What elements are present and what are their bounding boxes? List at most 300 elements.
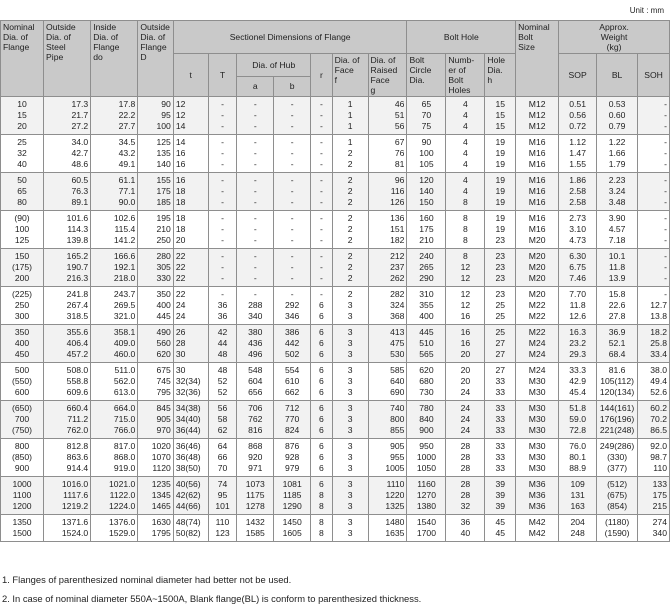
cell-value: 120	[419, 175, 434, 185]
cell-value: 330	[156, 273, 171, 283]
cell-value: 6	[318, 425, 324, 435]
header-soh: SOH	[638, 54, 670, 97]
cell-bolt-size	[516, 173, 559, 211]
cell-weight-sop	[559, 97, 597, 135]
header-r: r	[311, 54, 333, 97]
cell-value: 52	[217, 376, 228, 386]
header-nominal-bolt-size: Nominal Bolt Size	[516, 21, 559, 97]
cell-bolt-holes	[446, 401, 485, 439]
cell-weight-soh	[638, 211, 670, 249]
cell-value: 620	[419, 365, 434, 375]
cell-value: 950	[419, 441, 434, 451]
cell-weight-bl	[597, 287, 638, 325]
cell-value: 150	[14, 251, 30, 261]
cell-value: 33	[495, 387, 506, 397]
cell-outside-dia-flange	[138, 249, 173, 287]
cell-value: M22	[528, 300, 546, 310]
cell-value: 1081	[282, 479, 302, 489]
cell-value: 511.0	[114, 365, 136, 375]
cell-inside-dia	[91, 515, 138, 542]
table-row	[1, 135, 670, 173]
cell-value: 712	[285, 403, 300, 413]
cell-T	[208, 477, 237, 515]
cell-value: 800	[14, 441, 30, 451]
cell-value: 979	[285, 463, 300, 473]
cell-value: M30	[528, 452, 546, 462]
cell-value: 7.70	[569, 289, 586, 299]
cell-weight-bl	[597, 211, 638, 249]
cell-value: 24	[175, 300, 186, 310]
cell-bolt-holes	[446, 173, 485, 211]
cell-value: 2.23	[608, 175, 626, 185]
cell-value: 300	[14, 311, 30, 321]
cell-value: 1480	[385, 517, 405, 527]
cell-hub-b	[274, 477, 311, 515]
cell-value: 680	[419, 376, 434, 386]
cell-value: 609.6	[66, 387, 89, 397]
cell-value: 12	[460, 262, 471, 272]
cell-value: -	[664, 213, 667, 223]
cell-bolt-size	[516, 97, 559, 135]
cell-value: 140	[419, 186, 434, 196]
cell-value: 101.6	[66, 213, 89, 223]
cell-nominal-dia	[1, 135, 44, 173]
cell-value: 4	[463, 159, 468, 169]
cell-value: 510	[419, 338, 434, 348]
cell-value: 40	[460, 528, 471, 538]
cell-value: 400	[14, 338, 30, 348]
cell-value: 27	[495, 365, 506, 375]
cell-value: 22	[175, 273, 186, 283]
cell-T	[208, 97, 237, 135]
cell-weight-sop	[559, 477, 597, 515]
cell-value: M24	[528, 349, 546, 359]
cell-T	[208, 439, 237, 477]
cell-value: 6.75	[569, 262, 586, 272]
cell-hole-dia	[485, 325, 516, 363]
cell-value: 23	[495, 251, 506, 261]
cell-value: 150	[419, 197, 434, 207]
cell-value: 36(46)	[175, 441, 201, 451]
cell-raised-face-g	[368, 515, 407, 542]
cell-value: 8	[318, 490, 324, 500]
cell-value: 125	[156, 137, 171, 147]
cell-nominal-dia	[1, 173, 44, 211]
cell-inside-dia	[91, 401, 138, 439]
header-outside-dia-pipe: Outside Dia. of Steel Pipe	[44, 21, 91, 97]
header-approx-weight: Approx. Weight (kg)	[559, 21, 670, 54]
cell-value: M36	[528, 501, 546, 511]
cell-value: M12	[528, 99, 546, 109]
cell-value: 292	[285, 300, 300, 310]
cell-value: 12	[460, 273, 471, 283]
cell-value: 10	[17, 99, 27, 109]
cell-value: (1180)	[604, 517, 630, 527]
cell-bolt-size	[516, 211, 559, 249]
cell-value: 2	[347, 159, 353, 169]
cell-value: 6	[318, 387, 324, 397]
cell-value: 1220	[385, 490, 405, 500]
cell-value: 6	[318, 311, 324, 321]
cell-nominal-dia	[1, 515, 44, 542]
cell-value: 770	[285, 414, 300, 424]
table-row	[1, 363, 670, 401]
cell-value: 48	[217, 349, 228, 359]
cell-weight-bl	[597, 135, 638, 173]
cell-value: 22	[175, 262, 186, 272]
cell-value: 730	[419, 387, 434, 397]
cell-value: 500	[14, 365, 30, 375]
cell-hub-b	[274, 97, 311, 135]
cell-T	[208, 173, 237, 211]
cell-value: -	[253, 99, 257, 109]
cell-value: 61.1	[118, 175, 136, 185]
cell-value: 92.0	[650, 441, 667, 451]
cell-value: 1	[347, 99, 353, 109]
cell-value: 1122.0	[109, 490, 136, 500]
cell-value: -	[319, 121, 323, 131]
cell-value: 22	[175, 251, 186, 261]
cell-value: 50	[17, 175, 27, 185]
cell-bolt-size	[516, 249, 559, 287]
cell-value: 210	[419, 235, 434, 245]
cell-value: 3.24	[608, 186, 626, 196]
cell-value: 16	[175, 148, 186, 158]
cell-value: 45.4	[569, 387, 586, 397]
cell-value: 269.5	[113, 300, 136, 310]
cell-value: 905	[156, 414, 171, 424]
cell-value: 3	[347, 376, 353, 386]
cell-weight-sop	[559, 249, 597, 287]
cell-value: 4	[463, 99, 468, 109]
cell-value: 450	[14, 349, 30, 359]
cell-value: 80	[17, 197, 27, 207]
cell-value: -	[290, 273, 294, 283]
cell-value: 3	[347, 517, 353, 527]
cell-value: 7.18	[608, 235, 626, 245]
flange-dimension-table	[0, 20, 670, 542]
cell-hub-b	[274, 173, 311, 211]
table-row	[1, 515, 670, 542]
cell-value: 1.12	[569, 137, 586, 147]
cell-value: 102.6	[113, 213, 136, 223]
cell-value: 27	[495, 349, 506, 359]
cell-value: 32	[17, 148, 27, 158]
cell-value: 19	[495, 148, 506, 158]
cell-value: 3	[347, 463, 353, 473]
cell-face-f	[332, 363, 368, 401]
cell-value: 19	[495, 159, 506, 169]
cell-value: 17.3	[71, 99, 89, 109]
cell-value: M16	[528, 186, 546, 196]
cell-value: -	[253, 137, 257, 147]
cell-weight-bl	[597, 477, 638, 515]
cell-value: 28	[460, 463, 471, 473]
cell-value: -	[664, 273, 667, 283]
cell-value: -	[221, 186, 224, 196]
cell-value: 1325	[385, 501, 405, 511]
cell-weight-soh	[638, 325, 670, 363]
cell-value: 0.56	[569, 110, 586, 120]
cell-value: 23.2	[569, 338, 586, 348]
cell-bolt-circle	[407, 97, 446, 135]
cell-bolt-circle	[407, 249, 446, 287]
cell-nominal-dia	[1, 363, 44, 401]
cell-hole-dia	[485, 515, 516, 542]
cell-weight-bl	[597, 249, 638, 287]
cell-raised-face-g	[368, 211, 407, 249]
cell-face-f	[332, 325, 368, 363]
cell-value: 204	[570, 517, 585, 527]
cell-value: 59.0	[569, 414, 586, 424]
cell-nominal-dia	[1, 211, 44, 249]
cell-hole-dia	[485, 439, 516, 477]
cell-nominal-dia	[1, 439, 44, 477]
cell-value: M22	[528, 311, 546, 321]
cell-value: 1290	[282, 501, 302, 511]
cell-value: 610	[285, 376, 300, 386]
cell-value: 42	[217, 327, 228, 337]
cell-value: 141.2	[113, 235, 136, 245]
cell-hub-b	[274, 287, 311, 325]
cell-value: -	[319, 99, 323, 109]
header-dia-of-face: Dia. of Face f	[332, 54, 368, 97]
cell-hub-b	[274, 249, 311, 287]
cell-value: 70.2	[650, 414, 667, 424]
cell-value: 780	[419, 403, 434, 413]
cell-value: 10.1	[608, 251, 626, 261]
cell-value: -	[290, 289, 294, 299]
cell-value: 340	[652, 528, 667, 538]
cell-value: 1.55	[569, 159, 586, 169]
cell-value: 76.3	[71, 186, 89, 196]
cell-value: 795	[156, 387, 171, 397]
cell-value: 48	[217, 365, 228, 375]
cell-value: -	[290, 251, 294, 261]
cell-value: 8	[463, 224, 468, 234]
cell-value: 496	[248, 349, 263, 359]
cell-value: 955	[390, 452, 405, 462]
cell-value: 3	[347, 311, 353, 321]
cell-value: 919.0	[113, 463, 136, 473]
cell-value: 8	[318, 517, 324, 527]
cell-value: 76.0	[569, 441, 586, 451]
cell-hub-b	[274, 439, 311, 477]
cell-value: 13.9	[608, 273, 626, 283]
cell-value: 65	[421, 99, 432, 109]
cell-bolt-size	[516, 439, 559, 477]
cell-weight-sop	[559, 173, 597, 211]
cell-value: 12.7	[650, 300, 667, 310]
cell-outside-dia-flange	[138, 173, 173, 211]
footnotes	[2, 570, 421, 608]
cell-value: 218.0	[113, 273, 136, 283]
cell-value: 18	[175, 186, 186, 196]
footnote-2: 2. In case of nominal diameter 550A~1500A, Blank flange(BL) is conform to parenthesized thickness.	[2, 593, 422, 604]
cell-value: 44(66)	[175, 501, 201, 511]
cell-outside-dia-pipe	[44, 249, 91, 287]
cell-t	[173, 97, 208, 135]
cell-value: 28	[460, 490, 471, 500]
cell-hub-a	[237, 97, 274, 135]
cell-value: -	[664, 159, 667, 169]
cell-value: 900	[419, 425, 434, 435]
cell-hub-b	[274, 515, 311, 542]
cell-value: 1371.6	[61, 517, 89, 527]
cell-weight-sop	[559, 515, 597, 542]
cell-value: 12	[175, 99, 186, 109]
cell-value: 58	[217, 414, 228, 424]
cell-value: 6	[318, 365, 324, 375]
cell-value: -	[253, 197, 257, 207]
cell-value: 131	[570, 490, 585, 500]
cell-value: 12	[175, 110, 186, 120]
cell-value: 2	[347, 251, 353, 261]
cell-value: -	[290, 262, 294, 272]
cell-value: 1005	[385, 463, 405, 473]
cell-value: 109	[570, 479, 585, 489]
cell-bolt-size	[516, 135, 559, 173]
cell-nominal-dia	[1, 97, 44, 135]
cell-value: 80.1	[569, 452, 586, 462]
cell-value: 248	[570, 528, 585, 538]
cell-value: 400	[419, 311, 434, 321]
cell-value: 2	[347, 289, 353, 299]
cell-value: 8	[463, 213, 468, 223]
cell-value: -	[319, 273, 323, 283]
cell-value: 355.6	[66, 327, 89, 337]
cell-value: 27.7	[118, 121, 136, 131]
cell-value: 20	[460, 349, 471, 359]
cell-value: (377)	[607, 463, 628, 473]
cell-value: 1235	[151, 479, 171, 489]
cell-value: 262	[390, 273, 405, 283]
cell-value: 34.5	[118, 137, 136, 147]
cell-value: 613.0	[113, 387, 136, 397]
cell-bolt-circle	[407, 325, 446, 363]
cell-outside-dia-pipe	[44, 173, 91, 211]
footnote-1: 1. Flanges of parenthesized nominal diameter had better not be used.	[2, 574, 292, 585]
cell-value: -	[221, 110, 224, 120]
cell-value: (650)	[11, 403, 33, 413]
cell-value: 900	[14, 463, 30, 473]
cell-value: -	[290, 224, 294, 234]
cell-bolt-holes	[446, 135, 485, 173]
cell-value: 160	[419, 213, 434, 223]
cell-value: 1529.0	[109, 528, 136, 538]
cell-value: -	[290, 137, 294, 147]
cell-hub-b	[274, 325, 311, 363]
cell-value: 6	[318, 327, 324, 337]
cell-value: 640	[390, 376, 405, 386]
cell-value: -	[221, 235, 224, 245]
cell-value: M20	[528, 273, 546, 283]
cell-value: 33	[495, 414, 506, 424]
cell-value: 8	[463, 197, 468, 207]
cell-value: 800	[390, 414, 405, 424]
cell-value: -	[253, 186, 257, 196]
cell-value: -	[319, 251, 323, 261]
cell-value: 1635	[385, 528, 405, 538]
cell-value: 1050	[416, 463, 436, 473]
cell-T	[208, 515, 237, 542]
cell-weight-sop	[559, 325, 597, 363]
cell-bolt-size	[516, 477, 559, 515]
cell-hub-a	[237, 325, 274, 363]
cell-value: 8	[318, 501, 324, 511]
cell-T	[208, 135, 237, 173]
cell-value: M16	[528, 175, 546, 185]
cell-weight-soh	[638, 135, 670, 173]
header-bolt-circle-dia: Bolt Circle Dia.	[407, 54, 446, 97]
cell-value: 46	[394, 99, 405, 109]
cell-hub-a	[237, 173, 274, 211]
cell-value: -	[319, 224, 323, 234]
cell-value: 240	[419, 251, 434, 261]
cell-value: 34.0	[71, 137, 89, 147]
cell-value: 212	[390, 251, 405, 261]
cell-raised-face-g	[368, 249, 407, 287]
cell-value: -	[319, 159, 323, 169]
cell-value: 380	[248, 327, 263, 337]
cell-bolt-circle	[407, 401, 446, 439]
cell-value: 32(36)	[175, 387, 201, 397]
cell-hole-dia	[485, 173, 516, 211]
cell-value: 3.48	[608, 197, 626, 207]
cell-value: 1175	[246, 490, 265, 500]
cell-value: -	[664, 197, 667, 207]
cell-value: 151	[390, 224, 405, 234]
cell-value: 2	[347, 197, 353, 207]
cell-value: -	[664, 121, 667, 131]
cell-t	[173, 211, 208, 249]
cell-value: 762.0	[66, 425, 89, 435]
cell-value: 33.4	[650, 349, 667, 359]
cell-raised-face-g	[368, 287, 407, 325]
cell-outside-dia-pipe	[44, 401, 91, 439]
cell-value: 90.0	[118, 197, 136, 207]
cell-value: 25	[17, 137, 27, 147]
cell-value: 48.6	[71, 159, 89, 169]
cell-bolt-size	[516, 325, 559, 363]
cell-value: 74	[217, 479, 228, 489]
cell-value: 135	[156, 148, 171, 158]
cell-value: 1070	[151, 452, 171, 462]
cell-value: 1	[347, 121, 353, 131]
cell-hub-a	[237, 211, 274, 249]
cell-value: 358.1	[113, 327, 136, 337]
header-bl: BL	[597, 54, 638, 97]
cell-value: 1524.0	[61, 528, 89, 538]
cell-value: 36(48)	[175, 452, 201, 462]
cell-value: 706	[248, 403, 263, 413]
cell-value: 350	[14, 327, 30, 337]
cell-value: 265	[419, 262, 434, 272]
header-inside-dia: Inside Dia. of Flange do	[91, 21, 138, 97]
cell-value: 95	[217, 490, 228, 500]
cell-value: 100	[14, 224, 30, 234]
cell-value: -	[253, 148, 257, 158]
cell-value: M16	[528, 213, 546, 223]
cell-value: 1020	[151, 441, 171, 451]
cell-value: 51.8	[569, 403, 586, 413]
cell-value: 23	[495, 289, 506, 299]
cell-value: 2.58	[569, 197, 586, 207]
cell-value: -	[221, 213, 224, 223]
cell-value: 3	[347, 414, 353, 424]
cell-outside-dia-pipe	[44, 363, 91, 401]
cell-weight-soh	[638, 287, 670, 325]
